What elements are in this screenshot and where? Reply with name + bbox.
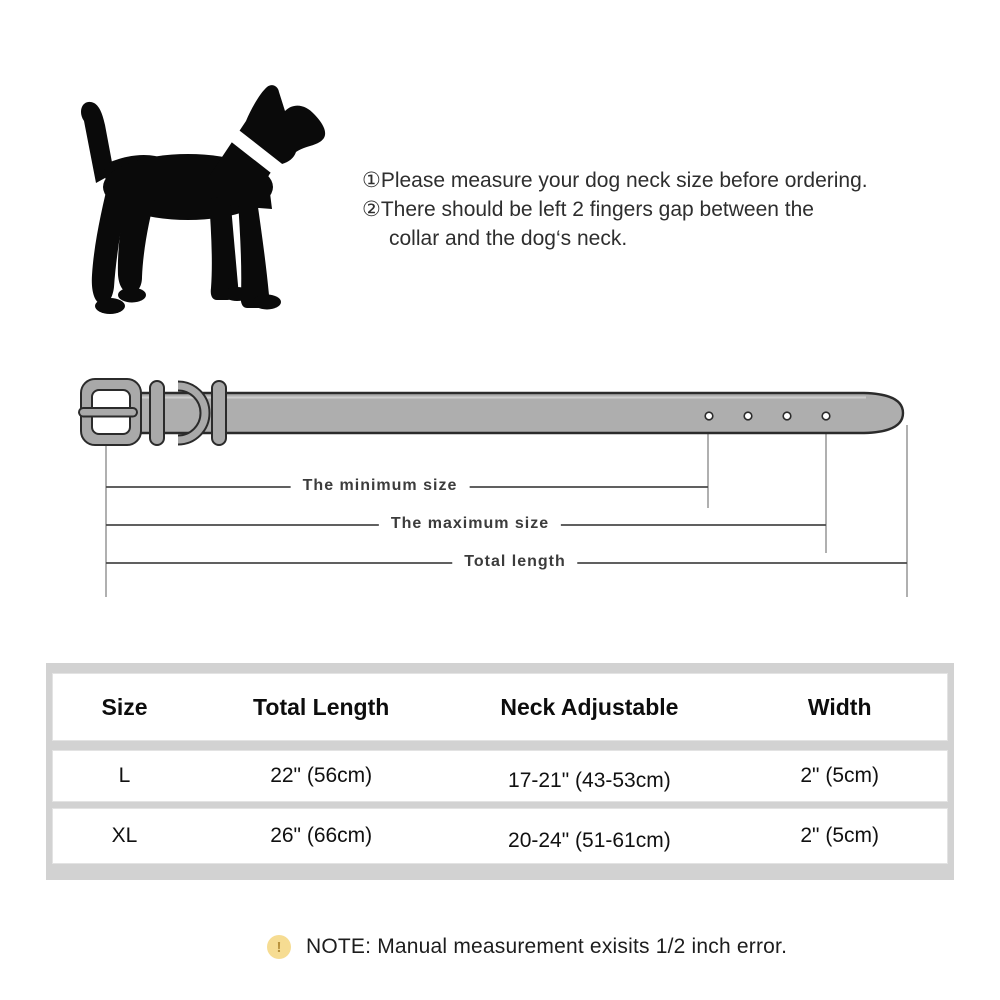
dog-silhouette-icon [70, 83, 330, 318]
collar-hole [744, 412, 752, 420]
collar-keeper [150, 381, 164, 445]
header-cell-width: Width [807, 693, 872, 720]
collar-hole [783, 412, 791, 420]
max-size-label: The maximum size [379, 514, 561, 534]
warning-icon: ! [267, 935, 291, 959]
collar-keeper [212, 381, 226, 445]
width-cell: 2" (5cm) [800, 764, 880, 787]
buckle-prong [79, 408, 137, 417]
dog-head [210, 85, 325, 209]
table-row-l [53, 751, 947, 801]
size-cell: XL [111, 824, 138, 847]
instruction-line-1: ①Please measure your dog neck size before ordering. [362, 169, 868, 192]
collar-diagram [60, 370, 930, 610]
header-cell-length: Total Length [253, 693, 390, 720]
header-cell-neck: Neck Adjustable [500, 693, 679, 720]
neck-cell: 20-24" (51-61cm) [508, 829, 671, 852]
total-length-label: Total length [452, 552, 577, 572]
measuring-instructions [362, 166, 942, 253]
width-cell: 2" (5cm) [800, 824, 880, 847]
collar-hole [705, 412, 713, 420]
collar-hole [822, 412, 830, 420]
header-cell-size: Size [101, 693, 148, 720]
table-row-xl [53, 809, 947, 863]
note-text: NOTE: Manual measurement exisits 1/2 inch error. [306, 935, 788, 958]
size-table [46, 663, 954, 880]
instruction-line-3: collar and the dog‘s neck. [389, 227, 628, 250]
size-cell: L [118, 764, 131, 787]
table-header-row [53, 674, 947, 740]
length-cell: 26" (66cm) [270, 824, 373, 847]
length-cell: 22" (56cm) [270, 764, 373, 787]
neck-cell: 17-21" (43-53cm) [508, 769, 671, 792]
min-size-label: The minimum size [291, 476, 470, 496]
instruction-line-2: ②There should be left 2 fingers gap between the [362, 198, 814, 221]
